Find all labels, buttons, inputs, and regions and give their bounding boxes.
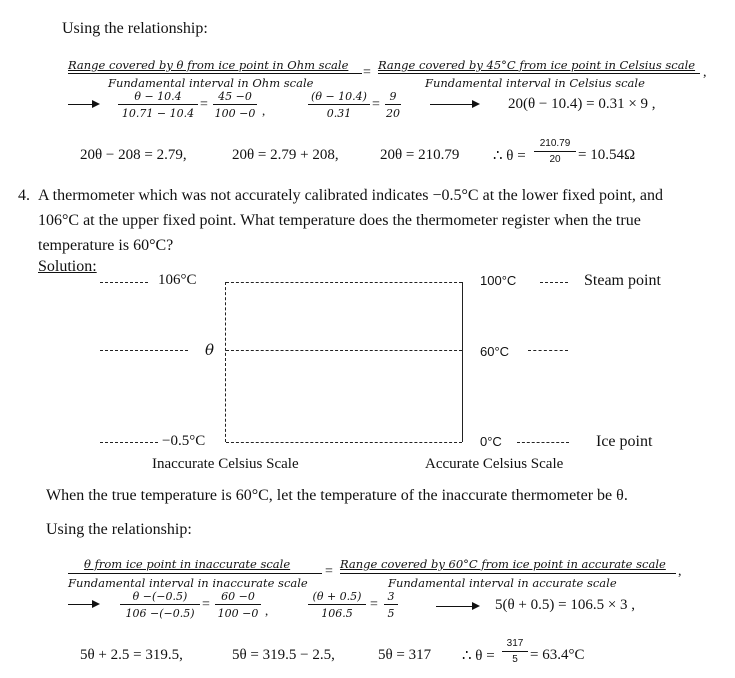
- eq1-comma: ,: [703, 65, 707, 80]
- dashed-line: [226, 350, 462, 351]
- arrow-icon: [68, 604, 98, 605]
- dashed-line: [100, 350, 188, 351]
- dashed-line: [517, 442, 569, 443]
- label-minus-0-5: −0.5°C: [162, 433, 206, 449]
- dashed-line: [540, 282, 568, 283]
- eq1-rhs-numerator: Range covered by 45°C from ice point in Celsius scale: [378, 58, 696, 72]
- intro2-text: Using the relationship:: [46, 521, 192, 538]
- eq6-answer: = 63.4°C: [530, 647, 585, 663]
- eq5-frac-4: 3 5: [384, 591, 398, 619]
- eq5-comma: ,: [265, 603, 269, 618]
- eq5-result: 5(θ + 0.5) = 106.5 × 3 ,: [495, 597, 636, 613]
- dashed-line: [100, 282, 148, 283]
- eq1-rhs-bar: [378, 73, 700, 74]
- arrow-icon: [436, 606, 478, 607]
- label-steam-point: Steam point: [584, 272, 661, 289]
- dashed-line: [226, 442, 462, 443]
- eq1-lhs-numerator: Range covered by θ from ice point in Ohm scale: [68, 58, 349, 72]
- eq2-comma: ,: [262, 103, 266, 118]
- dashed-line: [528, 350, 568, 351]
- label-ice-point: Ice point: [596, 433, 653, 450]
- eq4-lhs-bar: [68, 573, 322, 574]
- eq2-frac-1: θ − 10.4 10.71 − 10.4: [118, 91, 198, 119]
- inaccurate-scale-line: [225, 282, 226, 442]
- eq3-therefore: ∴ θ =: [493, 148, 526, 164]
- label-100: 100°C: [480, 273, 517, 288]
- intro-text: Using the relationship:: [62, 20, 208, 37]
- solution-heading: Solution:: [38, 258, 97, 275]
- dashed-line: [226, 282, 462, 283]
- eq3-step-c: 20θ = 210.79: [380, 147, 460, 163]
- question-number: 4.: [18, 187, 30, 204]
- eq5-frac-1: θ −(−0.5) 106 −(−0.5): [120, 591, 200, 619]
- question-line-1: A thermometer which was not accurately calibrated indicates −0.5°C at the lower fixed point, and: [38, 187, 663, 204]
- eq1-equals: =: [363, 65, 371, 80]
- eq5-equals-1: =: [202, 597, 210, 612]
- label-106: 106°C: [158, 272, 197, 288]
- eq5-frac-3: (θ + 0.5) 106.5: [308, 591, 366, 619]
- question-line-3: temperature is 60°C?: [38, 237, 174, 254]
- eq4-comma: ,: [678, 564, 682, 579]
- eq4-lhs-numerator: θ from ice point in inaccurate scale: [84, 557, 291, 571]
- eq2-equals-1: =: [200, 97, 208, 112]
- eq3-fraction: 210.79 20: [534, 139, 576, 165]
- eq4-rhs-bar: [340, 573, 676, 574]
- caption-inaccurate: Inaccurate Celsius Scale: [152, 456, 299, 472]
- accurate-scale-line: [462, 282, 463, 442]
- eq3-answer: = 10.54Ω: [578, 147, 636, 163]
- label-60: 60°C: [480, 344, 510, 359]
- arrow-icon: [430, 104, 478, 105]
- statement-text: When the true temperature is 60°C, let the temperature of the inaccurate thermometer be θ.: [46, 487, 628, 504]
- label-0: 0°C: [480, 434, 502, 449]
- eq6-step-a: 5θ + 2.5 = 319.5,: [80, 647, 183, 663]
- eq3-step-b: 20θ = 2.79 + 208,: [232, 147, 339, 163]
- eq2-frac-3: (θ − 10.4) 0.31: [308, 91, 370, 119]
- dashed-line: [100, 442, 158, 443]
- eq4-equals: =: [325, 564, 333, 579]
- eq6-therefore: ∴ θ =: [462, 648, 495, 664]
- label-theta: θ: [205, 341, 215, 359]
- eq2-frac-4: 9 20: [386, 90, 400, 120]
- eq5-equals-2: =: [370, 597, 378, 612]
- eq4-lhs-denominator: Fundamental interval in inaccurate scale: [68, 576, 308, 590]
- eq2-frac-2: 45 −0 100 −0: [214, 90, 256, 120]
- arrow-icon: [68, 104, 98, 105]
- eq5-frac-2: 60 −0 100 −0: [215, 591, 261, 619]
- eq4-rhs-denominator: Fundamental interval in accurate scale: [388, 576, 617, 590]
- eq6-fraction: 317 5: [502, 639, 528, 665]
- eq6-step-b: 5θ = 319.5 − 2.5,: [232, 647, 335, 663]
- eq1-lhs-denominator: Fundamental interval in Ohm scale: [108, 76, 314, 90]
- eq2-equals-2: =: [372, 97, 380, 112]
- caption-accurate: Accurate Celsius Scale: [425, 456, 564, 472]
- eq1-lhs-bar: [68, 73, 362, 74]
- eq2-result: 20(θ − 10.4) = 0.31 × 9 ,: [508, 96, 656, 112]
- eq1-rhs-denominator: Fundamental interval in Celsius scale: [425, 76, 645, 90]
- eq3-step-a: 20θ − 208 = 2.79,: [80, 147, 187, 163]
- eq6-step-c: 5θ = 317: [378, 647, 432, 663]
- question-line-2: 106°C at the upper fixed point. What temperature does the thermometer register when the true: [38, 212, 641, 229]
- eq4-rhs-numerator: Range covered by 60°C from ice point in accurate scale: [340, 557, 666, 571]
